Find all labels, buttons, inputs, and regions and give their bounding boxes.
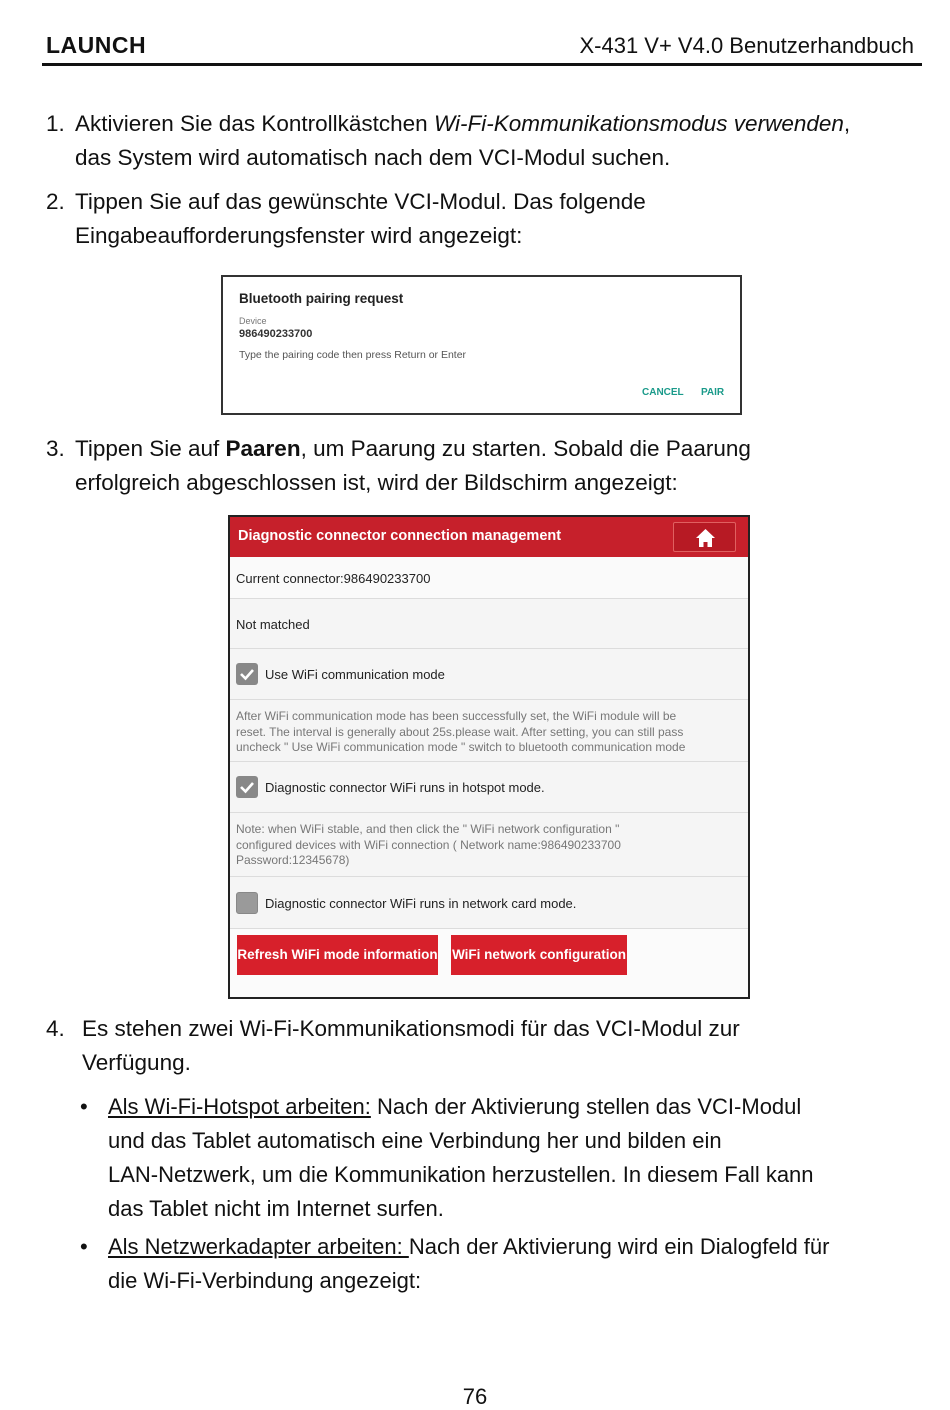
hotspot-note-text	[236, 822, 621, 869]
hotspot-mode-option[interactable]	[230, 762, 748, 813]
step-3-text-b: , um Paarung zu starten. Sobald die Paarung	[300, 436, 751, 461]
status-row	[230, 599, 748, 649]
wifi-mode-note	[230, 700, 748, 762]
hotspot-mode-note	[230, 813, 748, 877]
step-4-number: 4.	[46, 1016, 65, 1041]
bullet-marker: •	[80, 1094, 88, 1119]
home-button[interactable]	[673, 522, 736, 552]
pairing-hint: Type the pairing code then press Return or Enter	[239, 349, 467, 361]
wifi-mode-label: Use WiFi communication mode	[265, 667, 445, 682]
hotspot-mode-heading: Als Wi-Fi-Hotspot arbeiten:	[108, 1094, 371, 1119]
current-connector-text: Current connector:986490233700	[236, 571, 431, 586]
wifi-mode-option[interactable]	[230, 649, 748, 700]
document-title: X-431 V+ V4.0 Benutzerhandbuch	[579, 33, 914, 58]
wifi-mode-checkbox[interactable]	[236, 663, 258, 685]
wifi-note-line-3: uncheck " Use WiFi communication mode " switch to bluetooth communication mode	[236, 740, 686, 754]
step-1-line-2: das System wird automatisch nach dem VCI-Modul suchen.	[75, 145, 671, 170]
hotspot-note-line-1: Note: when WiFi stable, and then click the " WiFi network configuration "	[236, 822, 620, 836]
step-1-emphasis: Wi-Fi-Kommunikationsmodus verwenden	[433, 111, 844, 136]
wifi-network-configuration-button[interactable]: WiFi network configuration	[451, 935, 627, 975]
header-divider	[42, 63, 922, 66]
bullet-marker: •	[80, 1234, 88, 1259]
network-card-mode-option[interactable]	[230, 877, 748, 929]
dialog-title: Bluetooth pairing request	[239, 291, 404, 306]
screen-header	[230, 517, 748, 557]
refresh-wifi-mode-button[interactable]: Refresh WiFi mode information	[237, 935, 438, 975]
cancel-button[interactable]: CANCEL	[642, 387, 684, 398]
bullet-1-text: Nach der Aktivierung stellen das VCI-Modul	[370, 1094, 802, 1119]
step-1-number: 1.	[46, 111, 65, 136]
step-1-line-1	[75, 107, 850, 141]
device-label: Device	[239, 316, 267, 326]
step-3-line-1	[75, 432, 751, 466]
step-3-number: 3.	[46, 436, 65, 461]
step-4-line-2: Verfügung.	[82, 1050, 191, 1075]
step-1-text-b: ,	[843, 111, 851, 136]
bullet-1-line-2: und das Tablet automatisch eine Verbindung her und bilden ein	[108, 1128, 722, 1153]
hotspot-mode-checkbox[interactable]	[236, 776, 258, 798]
step-2-number: 2.	[46, 189, 65, 214]
step-3-line-2: erfolgreich abgeschlossen ist, wird der Bildschirm angezeigt:	[75, 470, 678, 495]
wifi-note-line-1: After WiFi communication mode has been successfully set, the WiFi module will be	[236, 709, 677, 723]
screen-title: Diagnostic connector connection management	[238, 528, 562, 544]
hotspot-mode-label: Diagnostic connector WiFi runs in hotspot mode.	[265, 780, 545, 795]
current-connector-row	[230, 557, 748, 599]
wifi-note-text	[236, 709, 685, 756]
bullet-2-line-1	[108, 1230, 829, 1264]
step-3-text-a: Tippen Sie auf	[75, 436, 226, 461]
step-1-text-a: Aktivieren Sie das Kontrollkästchen	[75, 111, 434, 136]
bullet-1-line-1	[108, 1090, 801, 1124]
step-3-bold: Paaren	[225, 436, 301, 461]
bullet-2-line-2: die Wi-Fi-Verbindung angezeigt:	[108, 1268, 422, 1293]
page-number: 76	[462, 1384, 488, 1409]
bullet-1-line-3: LAN-Netzwerk, um die Kommunikation herzustellen. In diesem Fall kann	[108, 1162, 814, 1187]
device-id: 986490233700	[239, 328, 313, 340]
home-icon	[674, 523, 737, 553]
wifi-note-line-2: reset. The interval is generally about 25s.please wait. After setting, you can still pass	[236, 724, 684, 739]
match-status: Not matched	[236, 617, 310, 632]
step-2-line-1: Tippen Sie auf das gewünschte VCI-Modul. Das folgende	[75, 189, 646, 214]
brand-logo-text: LAUNCH	[46, 32, 147, 58]
network-card-mode-label: Diagnostic connector WiFi runs in network card mode.	[265, 896, 577, 911]
step-4-line-1: Es stehen zwei Wi-Fi-Kommunikationsmodi für das VCI-Modul zur	[82, 1016, 740, 1041]
bullet-2-text: Nach der Aktivierung wird ein Dialogfeld für	[408, 1234, 830, 1259]
bluetooth-pairing-dialog	[221, 275, 742, 415]
step-2-line-2: Eingabeaufforderungsfenster wird angezeigt:	[75, 223, 523, 248]
checkmark-icon	[236, 776, 258, 798]
hotspot-note-line-2: configured devices with WiFi connection ( Network name:986490233700	[236, 837, 621, 852]
network-card-mode-checkbox[interactable]	[236, 892, 258, 914]
pair-button[interactable]: PAIR	[701, 387, 725, 398]
bullet-1-line-4: das Tablet nicht im Internet surfen.	[108, 1196, 444, 1221]
hotspot-note-line-3: Password:12345678)	[236, 853, 350, 867]
checkmark-icon	[236, 663, 258, 685]
diagnostic-connector-screen	[228, 515, 750, 999]
network-adapter-heading: Als Netzwerkadapter arbeiten:	[108, 1234, 409, 1259]
